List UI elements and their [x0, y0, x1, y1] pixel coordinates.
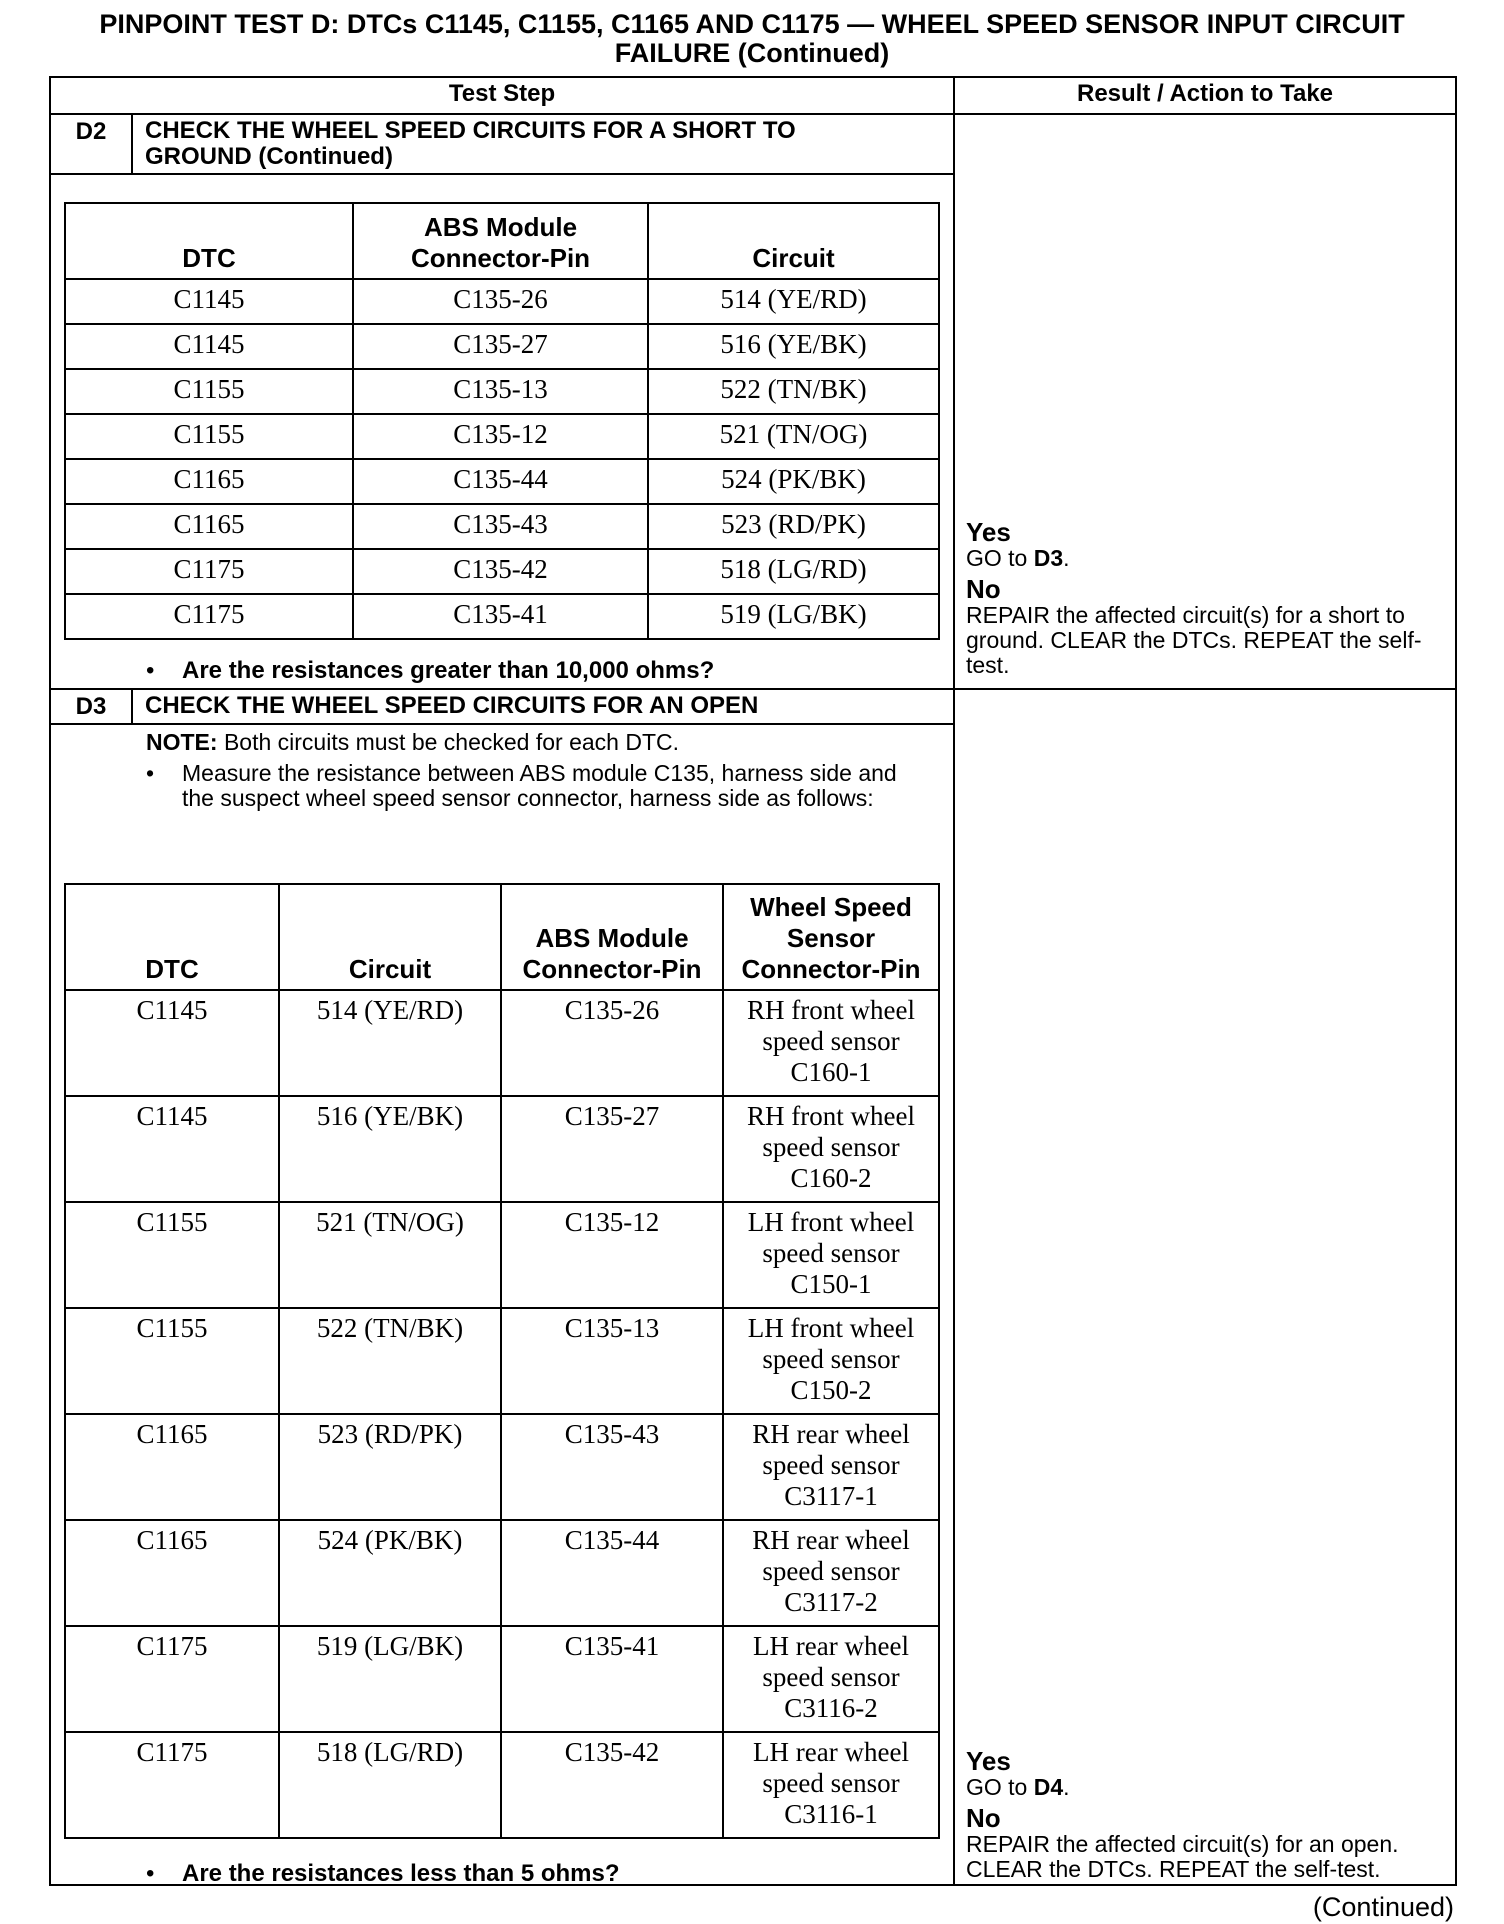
table-cell: 514 (YE/RD) [648, 279, 939, 324]
table-cell: C135-13 [501, 1308, 723, 1414]
table-cell: C135-13 [353, 369, 648, 414]
table-row [65, 1414, 939, 1520]
table-cell: 523 (RD/PK) [279, 1414, 501, 1520]
d2-question: • Are the resistances greater than 10,000 ohms? [146, 657, 714, 685]
d2-yes-label: Yes [966, 517, 1011, 547]
d3-instruction: • Measure the resistance between ABS module C135, harness side and the suspect wheel speed sensor connector, harness side as follows: [146, 761, 926, 811]
table-cell: RH front wheel speed sensor C160-1 [723, 990, 939, 1096]
step-title-d3: CHECK THE WHEEL SPEED CIRCUITS FOR AN OPEN [145, 692, 759, 719]
table-cell: C1165 [65, 459, 353, 504]
table-cell: C135-42 [501, 1732, 723, 1838]
d3-question: • Are the resistances less than 5 ohms? [146, 1860, 620, 1888]
table-row [65, 1732, 939, 1838]
d3-id-divider [131, 688, 133, 725]
table-row [65, 1308, 939, 1414]
d2-id-divider [131, 113, 133, 174]
table-cell: 523 (RD/PK) [648, 504, 939, 549]
table-cell: C135-41 [501, 1626, 723, 1732]
table-cell: 516 (YE/BK) [648, 324, 939, 369]
table-cell: C1155 [65, 1202, 279, 1308]
table-cell: 516 (YE/BK) [279, 1096, 501, 1202]
step-id-d3: D3 [75, 693, 107, 720]
d2-d3-divider [49, 688, 1457, 690]
d3-note: NOTE: Both circuits must be checked for each DTC. [146, 729, 680, 755]
table-row [65, 594, 939, 639]
table-cell: C135-43 [501, 1414, 723, 1520]
table-cell: 521 (TN/OG) [648, 414, 939, 459]
column-header: DTC [65, 884, 279, 990]
d3-no-label: No [966, 1803, 1001, 1833]
table-cell: LH rear wheel speed sensor C3116-2 [723, 1626, 939, 1732]
table-cell: LH front wheel speed sensor C150-1 [723, 1202, 939, 1308]
d3-yes-label: Yes [966, 1746, 1011, 1776]
table-cell: C1165 [65, 504, 353, 549]
table-cell: C1175 [65, 1732, 279, 1838]
table-cell: C135-41 [353, 594, 648, 639]
table-cell: C135-27 [501, 1096, 723, 1202]
table-cell: 519 (LG/BK) [279, 1626, 501, 1732]
table-cell: 518 (LG/RD) [279, 1732, 501, 1838]
table-cell: 519 (LG/BK) [648, 594, 939, 639]
column-header: DTC [65, 203, 353, 279]
d2-title-divider [49, 173, 954, 175]
step-title-d2: CHECK THE WHEEL SPEED CIRCUITS FOR A SHORT TO GROUND (Continued) [145, 117, 796, 170]
d2-no-label: No [966, 574, 1001, 604]
column-header: Circuit [648, 203, 939, 279]
title-line-1: PINPOINT TEST D: DTCs C1145, C1155, C1165 AND C1175 — WHEEL SPEED SENSOR INPUT CIRCUIT [99, 9, 1405, 39]
table-row [65, 1626, 939, 1732]
result-header: Result / Action to Take [1076, 80, 1334, 107]
table-row [65, 369, 939, 414]
column-header: ABS Module Connector-Pin [501, 884, 723, 990]
table-row [65, 324, 939, 369]
table-cell: LH rear wheel speed sensor C3116-1 [723, 1732, 939, 1838]
table-cell: C135-26 [501, 990, 723, 1096]
table-row [65, 414, 939, 459]
table-cell: C135-26 [353, 279, 648, 324]
table-cell: RH rear wheel speed sensor C3117-2 [723, 1520, 939, 1626]
table-cell: C135-43 [353, 504, 648, 549]
column-header: Circuit [279, 884, 501, 990]
table-row [65, 279, 939, 324]
table-cell: C1145 [65, 279, 353, 324]
table-cell: C1175 [65, 594, 353, 639]
table-cell: C135-27 [353, 324, 648, 369]
d3-result [966, 1747, 1456, 1882]
table-cell: RH rear wheel speed sensor C3117-1 [723, 1414, 939, 1520]
table-row [65, 990, 939, 1096]
table-cell: C135-44 [353, 459, 648, 504]
d2-yes-action: GO to D3. [966, 545, 1070, 571]
table-cell: RH front wheel speed sensor C160-2 [723, 1096, 939, 1202]
d3-open-circuit-table [64, 883, 940, 1839]
column-divider [953, 76, 955, 1886]
d2-no-action: REPAIR the affected circuit(s) for a short to ground. CLEAR the DTCs. REPEAT the self-test. [966, 602, 1422, 678]
title-line-2: FAILURE (Continued) [614, 38, 890, 68]
table-cell: 522 (TN/BK) [648, 369, 939, 414]
table-cell: C135-44 [501, 1520, 723, 1626]
page-title [40, 10, 1464, 68]
table-row [65, 504, 939, 549]
column-header: Wheel Speed Sensor Connector-Pin [723, 884, 939, 990]
table-row [65, 1202, 939, 1308]
d3-title-divider [49, 723, 954, 725]
table-cell: C1155 [65, 369, 353, 414]
table-cell: 518 (LG/RD) [648, 549, 939, 594]
column-header: ABS Module Connector-Pin [353, 203, 648, 279]
d2-result [966, 518, 1456, 678]
table-cell: 524 (PK/BK) [279, 1520, 501, 1626]
table-row [65, 459, 939, 504]
table-cell: 521 (TN/OG) [279, 1202, 501, 1308]
table-cell: LH front wheel speed sensor C150-2 [723, 1308, 939, 1414]
table-row [65, 1096, 939, 1202]
table-cell: 524 (PK/BK) [648, 459, 939, 504]
table-cell: C1155 [65, 1308, 279, 1414]
test-step-header: Test Step [448, 80, 556, 107]
continued-label: (Continued) [1312, 1892, 1454, 1922]
table-row [65, 1520, 939, 1626]
table-cell: C1165 [65, 1414, 279, 1520]
table-cell: C1145 [65, 324, 353, 369]
d3-yes-action: GO to D4. [966, 1774, 1070, 1800]
table-cell: C1175 [65, 549, 353, 594]
table-cell: C1175 [65, 1626, 279, 1732]
table-cell: C135-12 [501, 1202, 723, 1308]
table-cell: C1155 [65, 414, 353, 459]
table-cell: 514 (YE/RD) [279, 990, 501, 1096]
header-divider [49, 113, 1457, 115]
table-cell: C1145 [65, 1096, 279, 1202]
table-cell: C135-12 [353, 414, 648, 459]
table-cell: C1165 [65, 1520, 279, 1626]
table-row [65, 549, 939, 594]
table-cell: C135-42 [353, 549, 648, 594]
d3-no-action: REPAIR the affected circuit(s) for an open. CLEAR the DTCs. REPEAT the self-test. [966, 1831, 1399, 1882]
d2-short-to-ground-table [64, 202, 940, 640]
table-cell: 522 (TN/BK) [279, 1308, 501, 1414]
step-id-d2: D2 [75, 118, 107, 145]
table-cell: C1145 [65, 990, 279, 1096]
